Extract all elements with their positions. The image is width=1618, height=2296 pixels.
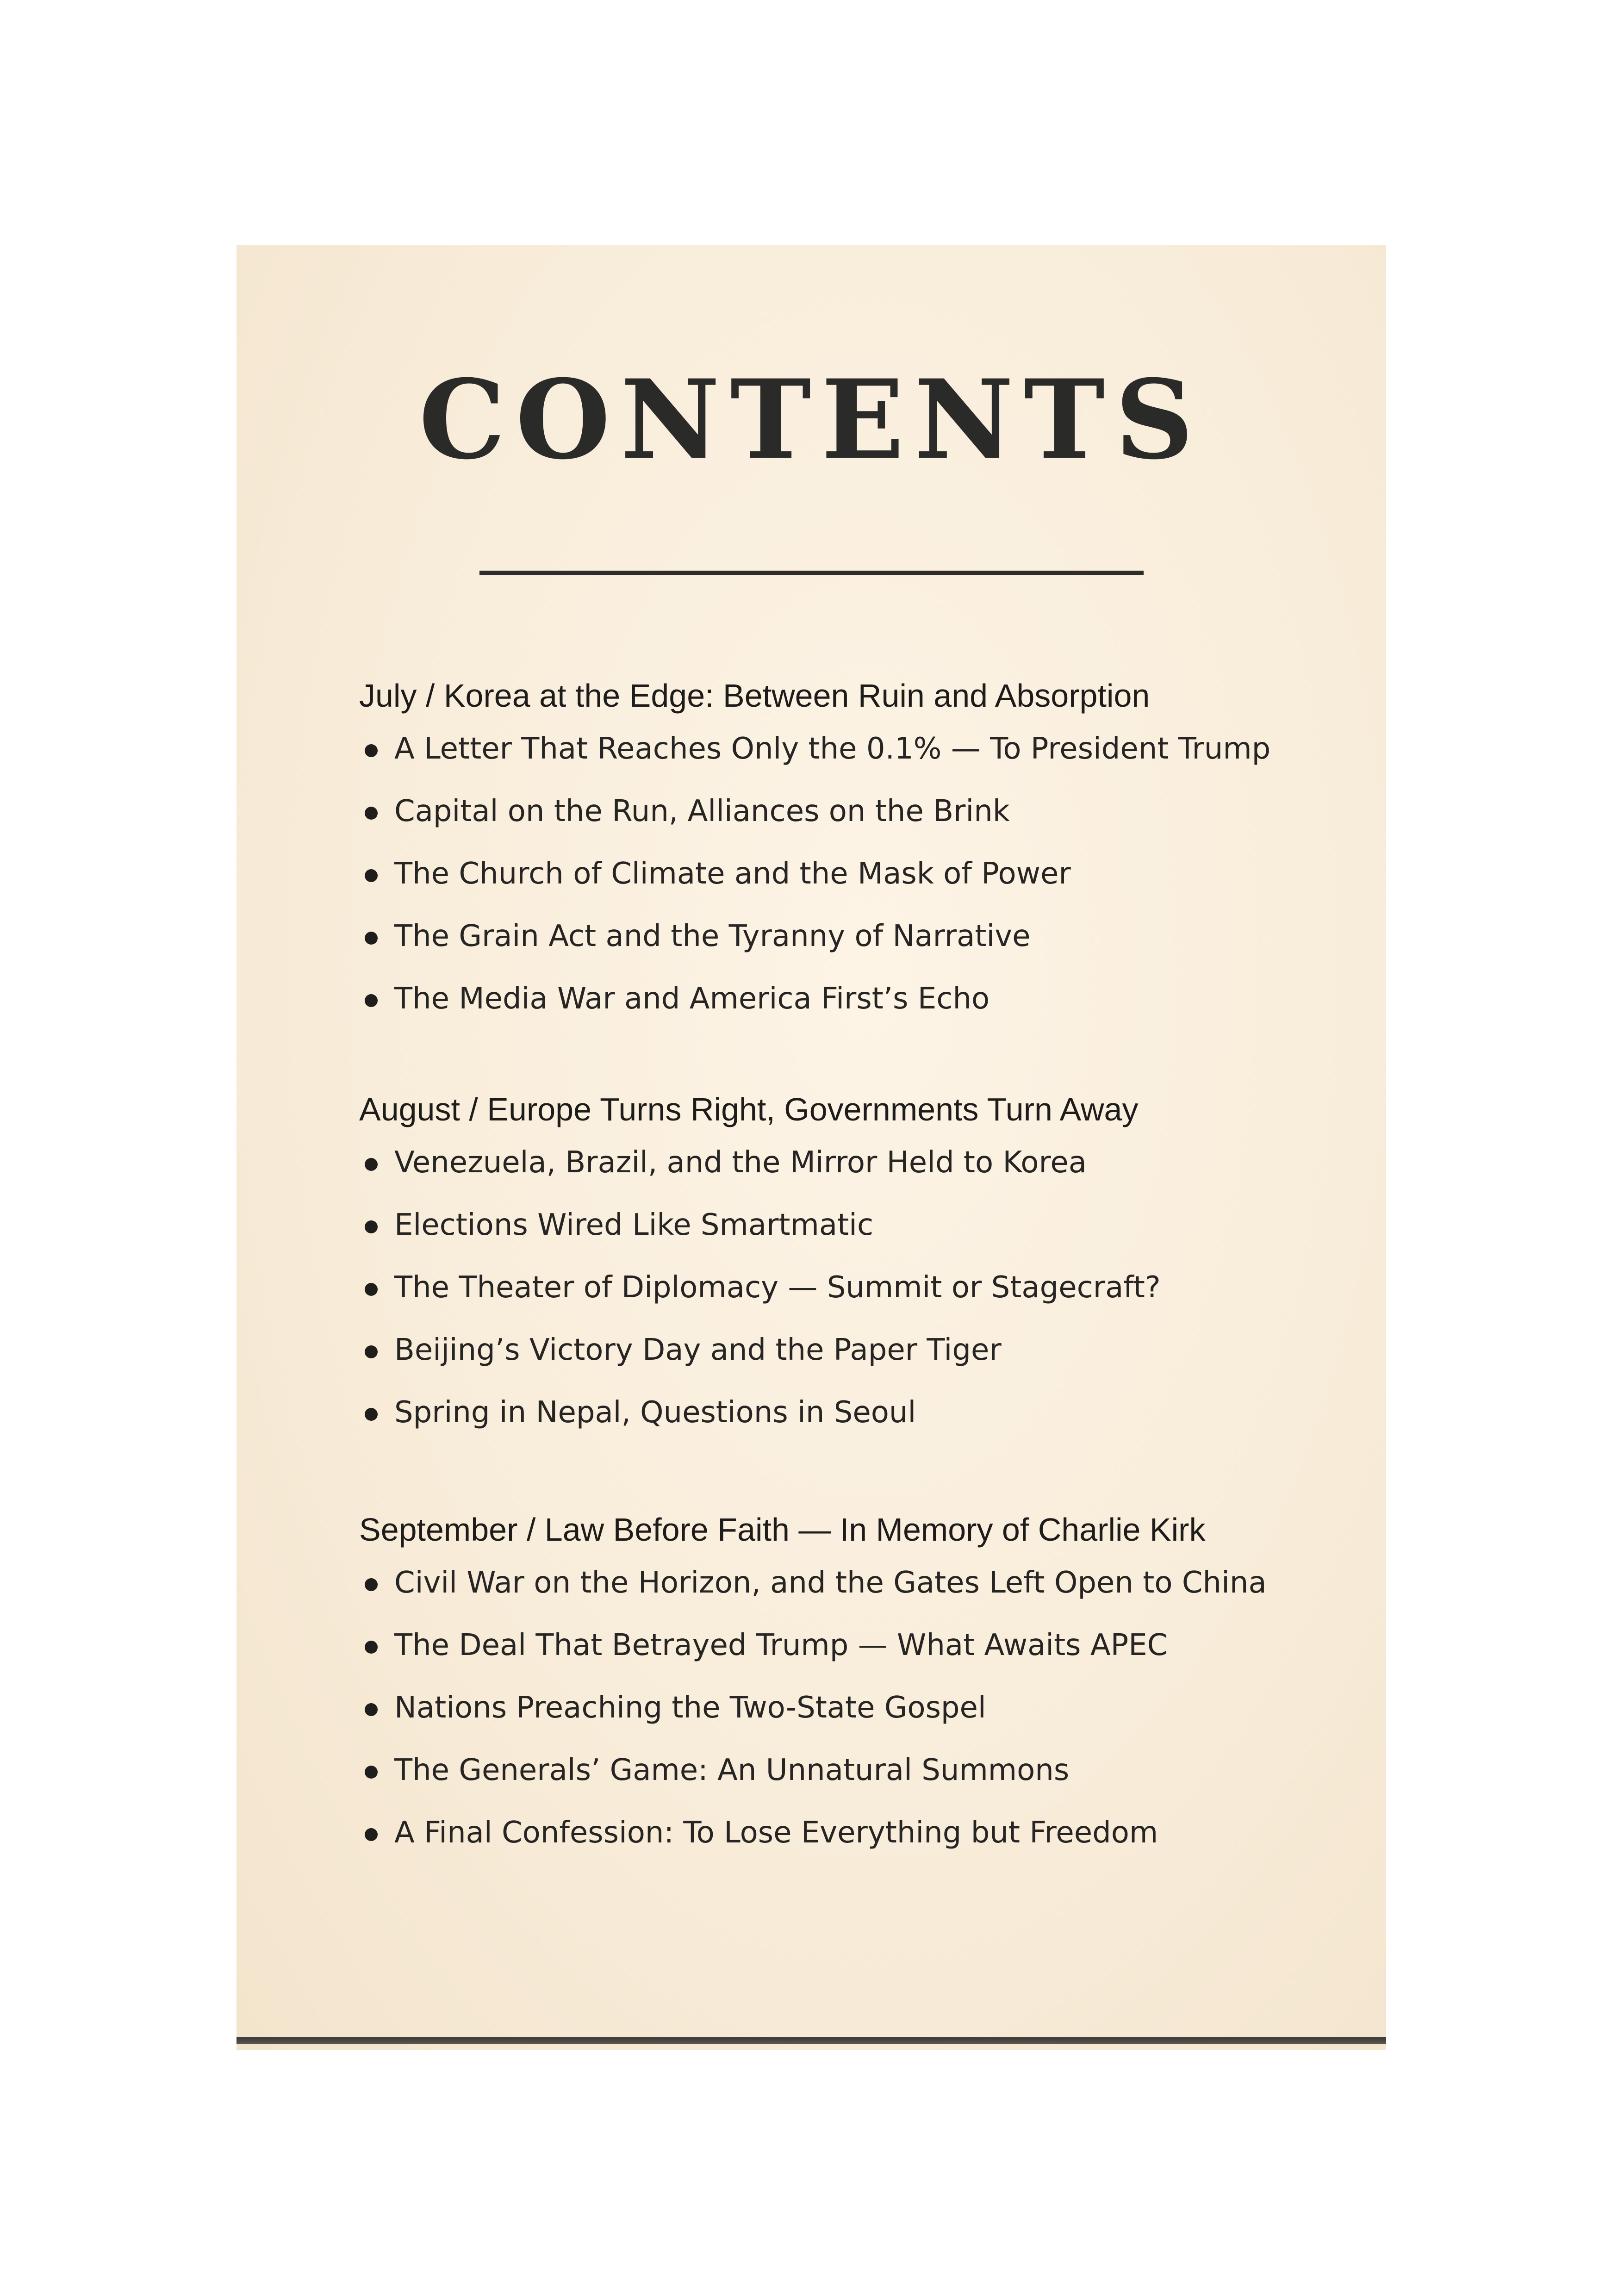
list-item[interactable] <box>359 1145 1354 1210</box>
entry-label: A Final Confession: To Lose Everything but Freedom <box>394 1816 1158 1850</box>
bullet-icon <box>365 869 378 882</box>
entry-label: The Grain Act and the Tyranny of Narrative <box>394 919 1031 953</box>
entry-label: Beijing’s Victory Day and the Paper Tiger <box>394 1333 1002 1367</box>
contents-page <box>236 245 1386 2050</box>
bullet-icon <box>365 1578 378 1591</box>
list-item[interactable] <box>359 734 1354 796</box>
list-item[interactable] <box>359 984 1354 1046</box>
bullet-icon <box>365 1641 378 1654</box>
list-item[interactable] <box>359 1693 1354 1755</box>
entry-label: Elections Wired Like Smartmatic <box>394 1208 874 1242</box>
entry-label: A Letter That Reaches Only the 0.1% — To President Trump <box>394 732 1271 766</box>
entry-label: The Church of Climate and the Mask of Power <box>394 857 1071 891</box>
section-august <box>359 1093 1354 1460</box>
entry-label: Nations Preaching the Two-State Gospel <box>394 1691 986 1725</box>
list-item[interactable] <box>359 859 1354 921</box>
bullet-icon <box>365 744 378 757</box>
title-divider <box>479 571 1144 575</box>
entry-label: The Theater of Diplomacy — Summit or Stagecraft? <box>394 1270 1161 1305</box>
list-item[interactable] <box>359 1210 1354 1273</box>
section-july <box>359 679 1354 1046</box>
bottom-divider <box>236 2037 1386 2044</box>
entry-list <box>359 734 1354 1046</box>
list-item[interactable] <box>359 1818 1354 1880</box>
section-heading: August / Europe Turns Right, Governments Turn Away <box>359 1091 1139 1127</box>
entry-list <box>359 1145 1354 1460</box>
bullet-icon <box>365 1828 378 1841</box>
list-item[interactable] <box>359 796 1354 859</box>
list-item[interactable] <box>359 1270 1354 1335</box>
entry-label: Civil War on the Horizon, and the Gates Left Open to China <box>394 1566 1267 1600</box>
bullet-icon <box>365 994 378 1007</box>
entry-label: The Media War and America First’s Echo <box>394 982 990 1016</box>
bullet-icon <box>365 807 378 820</box>
list-item[interactable] <box>359 1755 1354 1818</box>
section-heading: September / Law Before Faith — In Memory of Charlie Kirk <box>359 1512 1206 1548</box>
list-item[interactable] <box>359 1630 1354 1693</box>
bullet-icon <box>365 1158 378 1171</box>
section-heading: July / Korea at the Edge: Between Ruin and Absorption <box>359 678 1150 714</box>
bullet-icon <box>365 1766 378 1779</box>
entry-label: The Generals’ Game: An Unnatural Summons <box>394 1753 1070 1787</box>
bullet-icon <box>365 1283 378 1296</box>
bullet-icon <box>365 1220 378 1233</box>
list-item[interactable] <box>359 1568 1354 1630</box>
bullet-icon <box>365 1345 378 1358</box>
list-item[interactable] <box>359 1335 1354 1398</box>
page-title: CONTENTS <box>419 356 1204 484</box>
bullet-icon <box>365 1703 378 1716</box>
entry-list <box>359 1568 1354 1880</box>
list-item[interactable] <box>359 921 1354 984</box>
bullet-icon <box>365 1408 378 1421</box>
entry-label: Capital on the Run, Alliances on the Brink <box>394 794 1010 828</box>
entry-label: The Deal That Betrayed Trump — What Awaits APEC <box>394 1628 1168 1662</box>
section-september <box>359 1513 1354 1880</box>
entry-label: Venezuela, Brazil, and the Mirror Held to Korea <box>394 1145 1087 1180</box>
bullet-icon <box>365 932 378 945</box>
entry-label: Spring in Nepal, Questions in Seoul <box>394 1395 916 1430</box>
list-item[interactable] <box>359 1395 1354 1460</box>
